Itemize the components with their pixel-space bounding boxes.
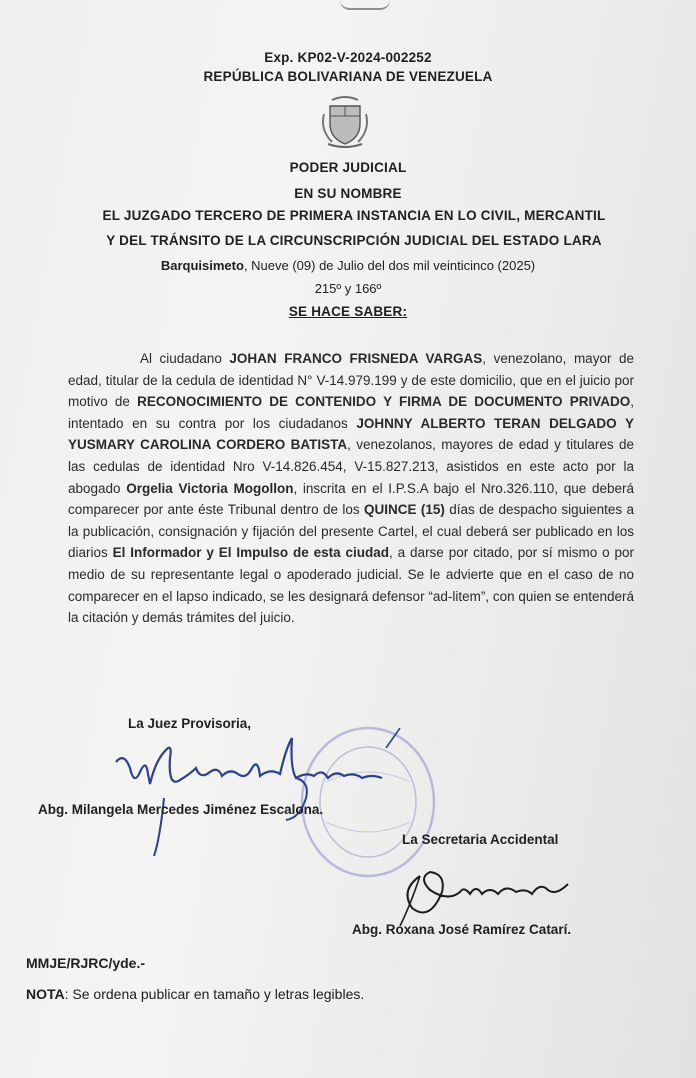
republic-heading: REPÚBLICA BOLIVARIANA DE VENEZUELA [203, 69, 493, 84]
announcement-heading: SE HACE SABER: [288, 304, 408, 319]
initials: MMJE/RJRC/yde.- [26, 955, 146, 971]
body-text-2: , venezolano, mayor de edad, titular de la cedula de identidad N° V-14.979.199 y de este domicilio, que en el juicio por motivo de [68, 351, 635, 410]
judge-name: Abg. Milangela Mercedes Jiménez Escalona. [38, 802, 324, 817]
date-city: Barquisimeto [160, 258, 244, 273]
note-label: NOTA [26, 986, 65, 1002]
date-text: , Nueve (09) de Julio del dos mil veinticinco (2025) [243, 258, 536, 273]
body-text-3: , intentado en su contra por los ciudadanos [68, 394, 634, 431]
body-text-5: , inscrita en el I.P.S.A bajo el Nro.326.110, que deberá comparecer por ante éste Tribunal dentro de los [68, 480, 634, 518]
body-text-7: , a darse por citado, por sí mismo o por medio de su representante legal o apoderado judicial. Se le advierte que en el caso de no comparecer en el lapso indicado, se les designará defensor “ad-litem”, con quien se entenderá la citación y demás trámites del juicio. [68, 545, 634, 626]
notice-paragraph [68, 348, 634, 629]
note-text: : Se ordena publicar en tamaño y letras legibles. [64, 986, 365, 1002]
in-its-name-heading: EN SU NOMBRE [294, 186, 402, 201]
secretary-signature [390, 856, 590, 926]
body-text-1: Al ciudadano [140, 351, 230, 366]
term-days: QUINCE (15) [363, 502, 445, 518]
case-number: Exp. KP02-V-2024-002252 [264, 50, 432, 65]
years-line: 215º y 166º [314, 281, 382, 296]
date-line [0, 258, 696, 273]
notice-body [68, 348, 634, 629]
body-text-4: , venezolanos, mayores de edad y titulares de las cedulas de identidad Nro V-14.826.454, V-15.827.213, asistidos en este acto por la abogado [68, 437, 634, 496]
note-line [26, 986, 364, 1002]
judge-title: La Juez Provisoria, [128, 716, 252, 731]
court-name-line2: Y DEL TRÁNSITO DE LA CIRCUNSCRIPCIÓN JUDICIAL DEL ESTADO LARA [106, 233, 602, 248]
body-text-6: días de despacho siguientes a la publicación, consignación y fijación del presente Cartel, el cual deberá ser publicado en los diarios [68, 502, 634, 561]
lawyer-name: Orgelia Victoria Mogollon [126, 480, 294, 496]
court-name-line1: EL JUZGADO TERCERO DE PRIMERA INSTANCIA EN LO CIVIL, MERCANTIL [102, 208, 606, 223]
case-motive: RECONOCIMIENTO DE CONTENIDO Y FIRMA DE DOCUMENTO PRIVADO [137, 394, 631, 410]
page-edge-mark [340, 0, 390, 10]
secretary-title: La Secretaria Accidental [402, 832, 559, 847]
judicial-power-heading: PODER JUDICIAL [289, 160, 407, 175]
judge-signature [110, 728, 420, 858]
defendant-name: JOHAN FRANCO FRISNEDA VARGAS [229, 351, 483, 366]
plaintiff-names: JOHNNY ALBERTO TERAN DELGADO Y YUSMARY CAROLINA CORDERO BATISTA [68, 415, 634, 453]
newspapers: El Informador y El Impulso de esta ciudad [112, 545, 390, 561]
coat-of-arms-icon [318, 94, 372, 150]
secretary-name: Abg. Roxana José Ramírez Catarí. [352, 922, 572, 937]
